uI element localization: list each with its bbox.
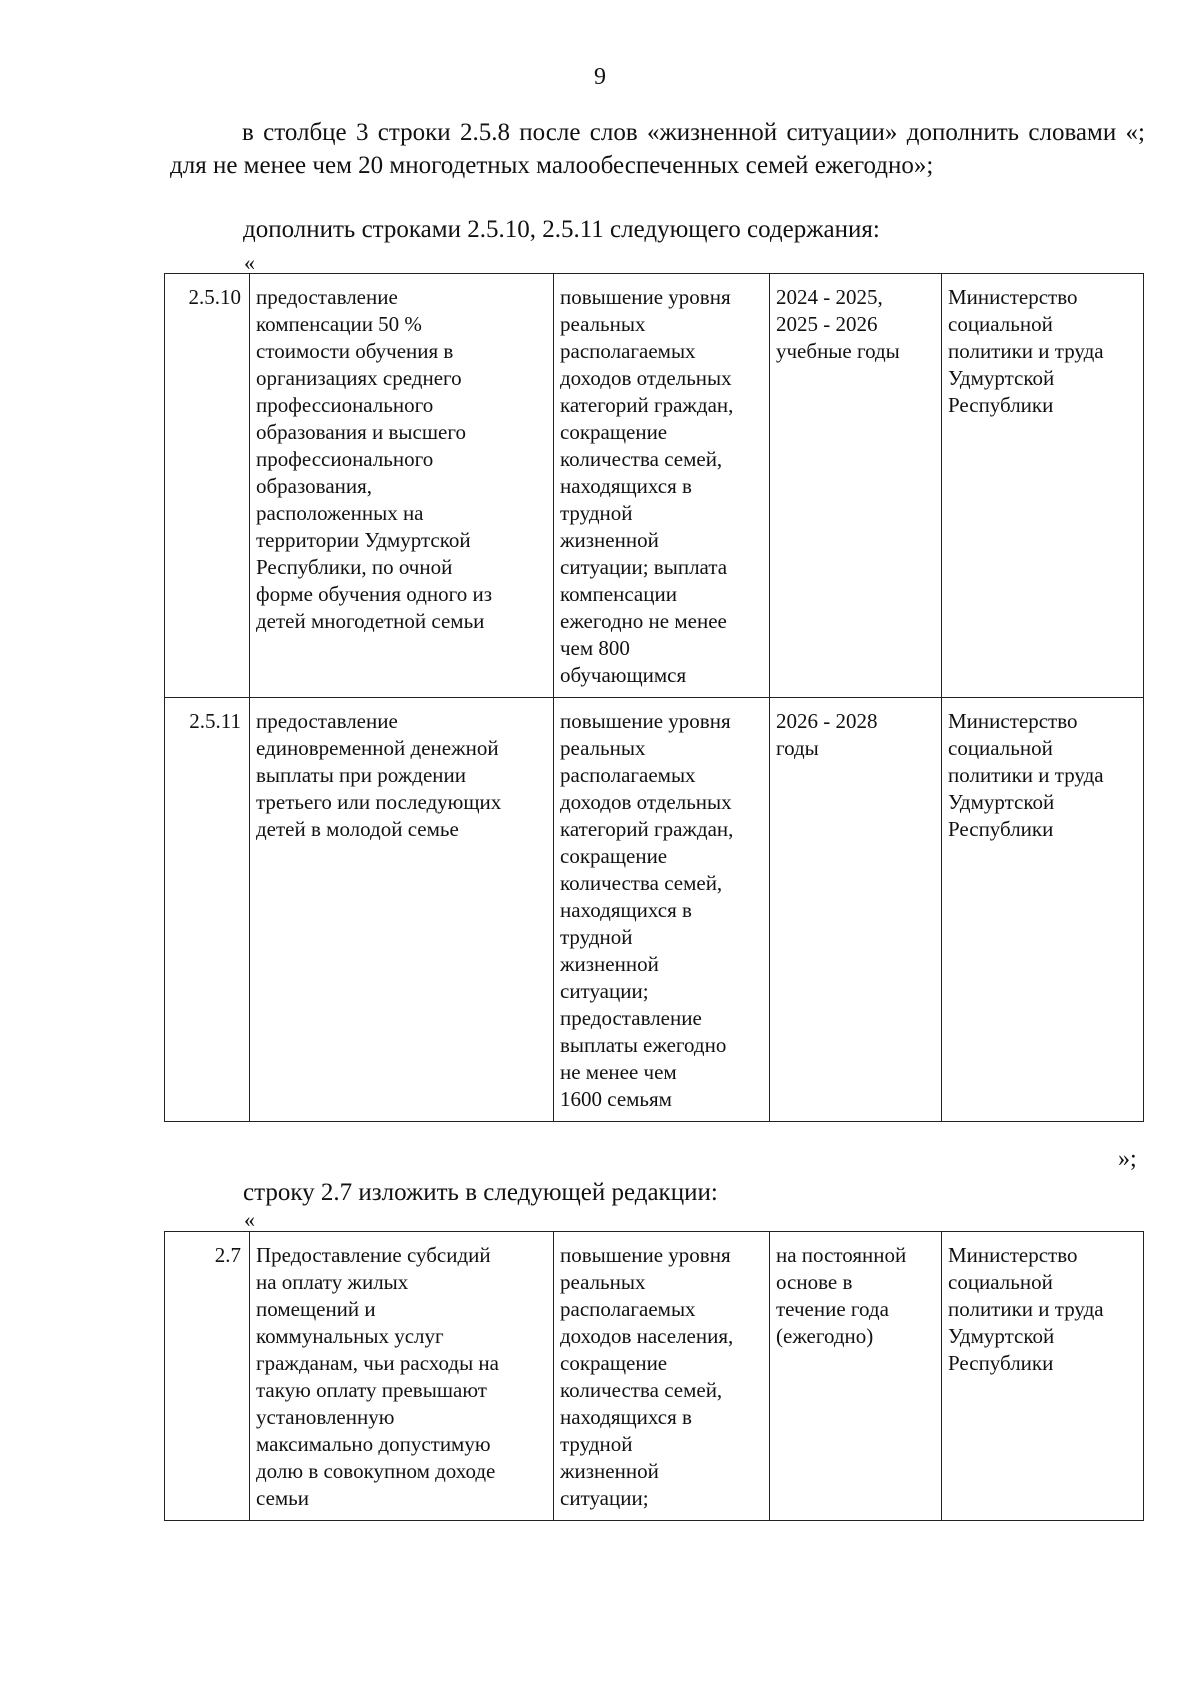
cell-text-line: трудной	[560, 1432, 633, 1456]
cell-text-line: единовременной денежной	[256, 736, 499, 760]
cell-text-line: максимально допустимую	[256, 1432, 491, 1456]
executor-cell	[942, 274, 1144, 698]
cell-text-line: стоимости обучения в	[256, 339, 454, 363]
cell-text-line: детей в молодой семье	[256, 817, 459, 841]
cell-text-line: жизненной	[560, 1459, 659, 1483]
cell-text-line: Предоставление субсидий	[256, 1243, 491, 1267]
cell-text-line: доходов населения,	[560, 1324, 734, 1348]
new-rows-table	[164, 273, 1144, 1122]
executor-cell	[942, 1232, 1144, 1521]
cell-text-line: Министерство	[948, 285, 1078, 309]
cell-text-line: годы	[776, 736, 819, 760]
cell-text-line: количества семей,	[560, 447, 723, 471]
result-cell	[554, 274, 770, 698]
cell-text-line: установленную	[256, 1405, 395, 1429]
cell-text-line: повышение уровня	[560, 285, 731, 309]
cell-text-line: ситуации;	[560, 979, 649, 1003]
cell-text-line: 2025 - 2026	[776, 312, 878, 336]
cell-text-line: категорий граждан,	[560, 393, 734, 417]
revised-row-table	[164, 1231, 1144, 1521]
cell-text-line: долю в совокупном доходе	[256, 1459, 496, 1483]
cell-text-line: гражданам, чьи расходы на	[256, 1351, 499, 1375]
cell-text-line: категорий граждан,	[560, 817, 734, 841]
cell-text-line: реальных	[560, 1270, 646, 1294]
cell-text-line: находящихся в	[560, 1405, 692, 1429]
cell-text-line: такую оплату превышают	[256, 1378, 487, 1402]
cell-text-line: политики и труда	[948, 763, 1104, 787]
row-number: 2.5.11	[165, 698, 250, 1122]
cell-text-line: выплаты при рождении	[256, 763, 466, 787]
cell-text-line: располагаемых	[560, 1297, 696, 1321]
cell-text-line: форме обучения одного из	[256, 582, 492, 606]
add-rows-instruction: дополнить строками 2.5.10, 2.5.11 следующего содержания:	[243, 216, 880, 243]
cell-text-line: ситуации;	[560, 1486, 649, 1510]
cell-text-line: предоставление	[256, 709, 398, 733]
cell-text-line: 2024 - 2025,	[776, 285, 883, 309]
cell-text-line: коммунальных услуг	[256, 1324, 444, 1348]
cell-text-line: профессионального	[256, 447, 434, 471]
cell-text-line: 2026 - 2028	[776, 709, 878, 733]
cell-text-line: жизненной	[560, 952, 659, 976]
cell-text-line: количества семей,	[560, 1378, 723, 1402]
opening-quote: «	[244, 1207, 255, 1232]
executor-cell	[942, 698, 1144, 1122]
table-row	[165, 274, 1144, 698]
cell-text-line: чем 800	[560, 636, 630, 660]
cell-text-line: образования и высшего	[256, 420, 466, 444]
result-cell	[554, 1232, 770, 1521]
measure-cell	[250, 274, 554, 698]
cell-text-line: Удмуртской	[948, 366, 1055, 390]
measure-cell	[250, 1232, 554, 1521]
cell-text-line: Удмуртской	[948, 790, 1055, 814]
row-number: 2.5.10	[165, 274, 250, 698]
cell-text-line: ситуации; выплата	[560, 555, 728, 579]
cell-text-line: Удмуртской	[948, 1324, 1055, 1348]
page-number: 9	[594, 64, 606, 90]
cell-text-line: предоставление	[256, 285, 398, 309]
cell-text-line: основе в	[776, 1270, 853, 1294]
cell-text-line: предоставление	[560, 1006, 702, 1030]
cell-text-line: трудной	[560, 501, 633, 525]
cell-text-line: Министерство	[948, 709, 1078, 733]
cell-text-line: организациях среднего	[256, 366, 462, 390]
measure-cell	[250, 698, 554, 1122]
cell-text-line: течение года	[776, 1297, 889, 1321]
cell-text-line: Республики, по очной	[256, 555, 453, 579]
cell-text-line: трудной	[560, 925, 633, 949]
table-row	[165, 1232, 1144, 1521]
cell-text-line: повышение уровня	[560, 709, 731, 733]
cell-text-line: политики и труда	[948, 339, 1104, 363]
cell-text-line: политики и труда	[948, 1297, 1104, 1321]
cell-text-line: располагаемых	[560, 763, 696, 787]
result-cell	[554, 698, 770, 1122]
opening-quote: «	[244, 250, 255, 275]
cell-text-line: компенсации	[560, 582, 677, 606]
cell-text-line: выплаты ежегодно	[560, 1033, 727, 1057]
cell-text-line: Республики	[948, 1351, 1054, 1375]
cell-text-line: на постоянной	[776, 1243, 907, 1267]
cell-text-line: обучающимся	[560, 663, 687, 687]
period-cell	[770, 698, 942, 1122]
cell-text-line: профессионального	[256, 393, 434, 417]
cell-text-line: расположенных на	[256, 501, 424, 525]
restate-instruction: строку 2.7 изложить в следующей редакции:	[243, 1179, 718, 1206]
cell-text-line: сокращение	[560, 1351, 668, 1375]
period-cell	[770, 1232, 942, 1521]
cell-text-line: на оплату жилых	[256, 1270, 409, 1294]
cell-text-line: Министерство	[948, 1243, 1078, 1267]
closing-quote: »;	[1118, 1146, 1137, 1172]
cell-text-line: (ежегодно)	[776, 1324, 874, 1348]
cell-text-line: сокращение	[560, 844, 668, 868]
cell-text-line: сокращение	[560, 420, 668, 444]
cell-text-line: Республики	[948, 393, 1054, 417]
cell-text-line: помещений и	[256, 1297, 376, 1321]
cell-text-line: образования,	[256, 474, 373, 498]
cell-text-line: учебные годы	[776, 339, 900, 363]
cell-text-line: доходов отдельных	[560, 366, 732, 390]
cell-text-line: социальной	[948, 312, 1053, 336]
cell-text-line: количества семей,	[560, 871, 723, 895]
cell-text-line: ежегодно не менее	[560, 609, 727, 633]
row-number: 2.7	[165, 1232, 250, 1521]
cell-text-line: третьего или последующих	[256, 790, 502, 814]
cell-text-line: компенсации 50 %	[256, 312, 422, 336]
cell-text-line: повышение уровня	[560, 1243, 731, 1267]
cell-text-line: реальных	[560, 312, 646, 336]
cell-text-line: социальной	[948, 736, 1053, 760]
period-cell	[770, 274, 942, 698]
cell-text-line: 1600 семьям	[560, 1087, 672, 1111]
cell-text-line: детей многодетной семьи	[256, 609, 485, 633]
cell-text-line: территории Удмуртской	[256, 528, 471, 552]
cell-text-line: реальных	[560, 736, 646, 760]
cell-text-line: располагаемых	[560, 339, 696, 363]
table-row	[165, 698, 1144, 1122]
cell-text-line: Республики	[948, 817, 1054, 841]
cell-text-line: находящихся в	[560, 898, 692, 922]
cell-text-line: находящихся в	[560, 474, 692, 498]
cell-text-line: семьи	[256, 1486, 310, 1510]
cell-text-line: социальной	[948, 1270, 1053, 1294]
cell-text-line: доходов отдельных	[560, 790, 732, 814]
cell-text-line: не менее чем	[560, 1060, 677, 1084]
amendment-paragraph: в столбце 3 строки 2.5.8 после слов «жизненной ситуации» дополнить словами «; для не менее чем 20 многодетных малообеспеченных семей ежегодно»;	[170, 119, 1145, 179]
cell-text-line: жизненной	[560, 528, 659, 552]
